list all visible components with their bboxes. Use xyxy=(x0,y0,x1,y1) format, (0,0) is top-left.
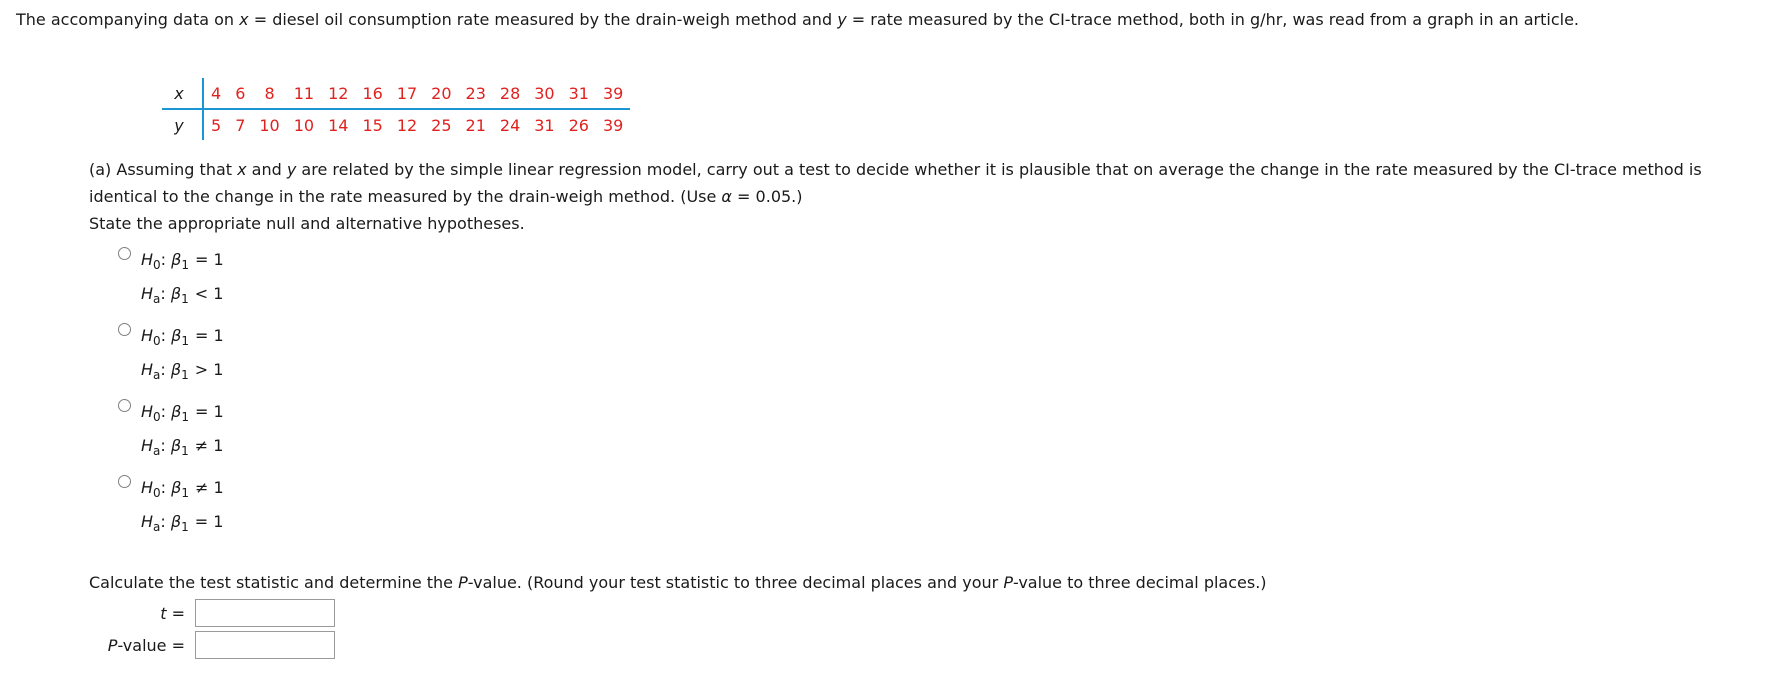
y-value: 7 xyxy=(235,115,246,135)
answer-fields xyxy=(89,597,335,661)
x-value: 17 xyxy=(390,78,424,109)
data-table xyxy=(162,78,630,140)
y-value: 31 xyxy=(534,115,555,135)
radio-button[interactable] xyxy=(118,247,131,260)
y-value: 39 xyxy=(602,115,624,135)
x-value: 39 xyxy=(596,78,630,109)
alternative-hypothesis: $H_a$: $\beta_1 \ne 1$ xyxy=(141,436,224,458)
t-statistic-row xyxy=(89,597,335,629)
x-row-label: x xyxy=(162,78,203,109)
x-value: 11 xyxy=(287,78,321,109)
y-value: 14 xyxy=(328,115,349,135)
x-value: 4 xyxy=(203,78,228,109)
y-value: 26 xyxy=(568,115,589,135)
null-hypothesis: $H_0$: $\beta_1 = 1$ xyxy=(141,402,224,424)
hypothesis-option-1[interactable] xyxy=(118,243,224,319)
alternative-hypothesis: $H_a$: $\beta_1 > 1$ xyxy=(141,360,224,382)
y-value: 25 xyxy=(431,115,452,135)
x-value: 23 xyxy=(459,78,493,109)
null-hypothesis: $H_0$: $\beta_1 \ne 1$ xyxy=(141,478,224,500)
hypothesis-option-2[interactable] xyxy=(118,319,224,395)
x-row xyxy=(162,78,630,109)
x-value: 28 xyxy=(493,78,527,109)
y-value: 10 xyxy=(259,115,280,135)
p-value-row xyxy=(89,629,335,661)
null-hypothesis: $H_0$: $\beta_1 = 1$ xyxy=(141,326,224,348)
x-value: 31 xyxy=(562,78,596,109)
x-value: 12 xyxy=(321,78,355,109)
hypothesis-option-4[interactable] xyxy=(118,471,224,547)
y-value: 21 xyxy=(465,115,486,135)
y-value: 15 xyxy=(362,115,383,135)
y-row xyxy=(162,109,630,140)
x-value: 20 xyxy=(424,78,458,109)
alternative-hypothesis: $H_a$: $\beta_1 = 1$ xyxy=(141,512,224,534)
intro-text: The accompanying data on x = diesel oil consumption rate measured by the drain-weigh method and y = rate measured by the CI-trace method, both in g/hr, was read from a graph in an article. xyxy=(16,10,1579,29)
calculate-instructions: Calculate the test statistic and determine the P-value. (Round your test statistic to three decimal places and your P-value to three decimal places.) xyxy=(89,573,1267,592)
y-row-label: y xyxy=(162,109,203,140)
hypothesis-options xyxy=(118,243,224,547)
y-value: 12 xyxy=(396,115,418,135)
radio-button[interactable] xyxy=(118,475,131,488)
y-value: 24 xyxy=(499,115,521,135)
x-value: 16 xyxy=(355,78,389,109)
null-hypothesis: $H_0$: $\beta_1 = 1$ xyxy=(141,250,224,272)
x-value: 6 xyxy=(228,78,252,109)
alternative-hypothesis: $H_a$: $\beta_1 < 1$ xyxy=(141,284,224,306)
y-value: 5 xyxy=(211,115,222,135)
part-a-question: (a) Assuming that x and y are related by the simple linear regression model, carry out a test to decide whether it is plausible that on average the change in the rate measured by the CI-trace method is identical to the change in the rate measured by the drain-weigh method. (Use α = 0.05.) State the appropriate null and alternative hypotheses. xyxy=(89,160,1702,233)
hypothesis-option-3[interactable] xyxy=(118,395,224,471)
p-value-label: P-value = xyxy=(107,635,185,655)
state-hypotheses-text: State the appropriate null and alternative hypotheses. xyxy=(89,214,525,233)
t-label: t = xyxy=(160,603,185,623)
p-value-input[interactable] xyxy=(195,631,335,659)
x-value: 8 xyxy=(252,78,286,109)
y-value: 10 xyxy=(293,115,315,135)
radio-button[interactable] xyxy=(118,399,131,412)
x-value: 30 xyxy=(527,78,561,109)
radio-button[interactable] xyxy=(118,323,131,336)
t-statistic-input[interactable] xyxy=(195,599,335,627)
